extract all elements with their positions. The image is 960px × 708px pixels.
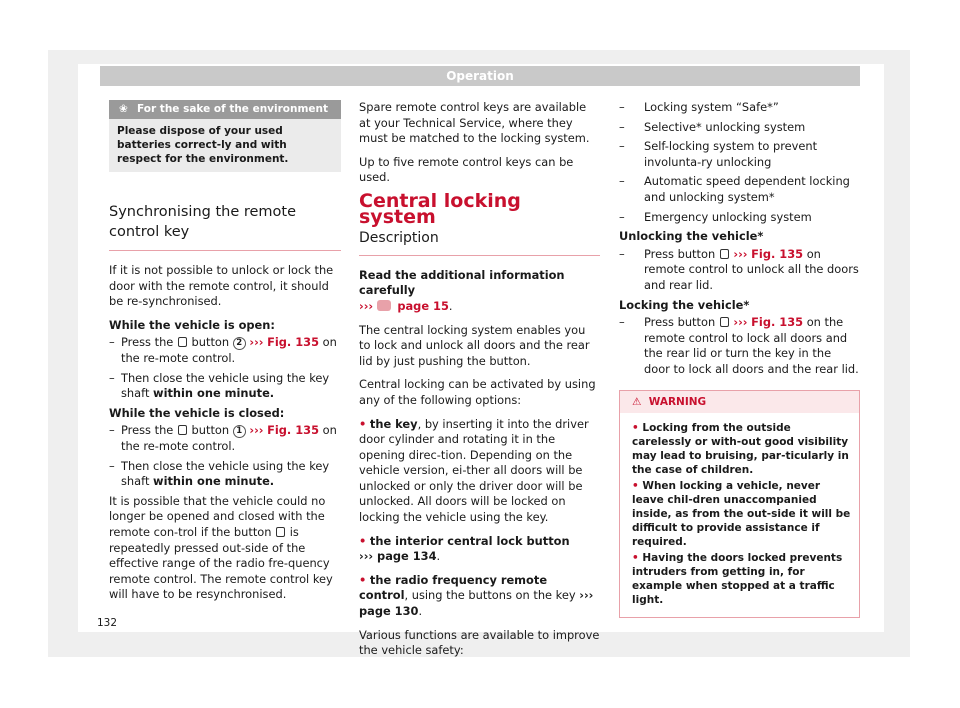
page-link[interactable]: page 15 (397, 298, 449, 313)
lock-button-icon (178, 425, 187, 435)
description-heading: Description (359, 231, 600, 256)
safety-functions-text: Various functions are available to improve the vehicle safety: (359, 627, 600, 658)
warning-box (619, 390, 860, 618)
sync-heading: Synchronising the remote control key (109, 202, 341, 251)
warning-item: • Having the doors locked prevents intruders from getting in, for example when stopped at a traffic light. (632, 551, 843, 606)
option-interior-button: • the interior central lock button ››› page 134. (359, 533, 570, 564)
closed-label: While the vehicle is closed: (109, 405, 285, 420)
figure-link[interactable]: Fig. 135 (267, 423, 320, 438)
list-item: – Press button ››› Fig. 135 on the remote control to lock all doors and the rear lid or turn the key in the door to lock all doors and the rear lid. (619, 315, 860, 377)
list-item: – Then close the vehicle using the key shaft within one minute. (109, 371, 341, 402)
lock-button-icon (720, 317, 729, 327)
list-item: – Then close the vehicle using the key shaft within one minute. (109, 459, 341, 490)
page-link[interactable]: ››› page 130 (359, 588, 594, 619)
page-number: 132 (97, 617, 118, 629)
unlock-button-icon (178, 337, 187, 347)
column-3 (619, 100, 860, 618)
callout-badge: 2 (233, 337, 246, 350)
list-item: – Selective* unlocking system (619, 120, 860, 136)
list-item: – Press button ››› Fig. 135 on remote control to unlock all the doors and rear lid. (619, 247, 860, 294)
callout-badge: 1 (233, 425, 246, 438)
option-key: • the key, by inserting it into the driver door cylinder and rotating it in the opening direc-tion. Depending on the vehicle version, ei-ther all doors will be unlocked or only the driver door will be unlocked. All doors will be locked on locking the vehicle using the key. (359, 416, 589, 525)
safety-functions-list (619, 100, 860, 225)
document-icon (377, 300, 391, 311)
figure-link[interactable]: Fig. 135 (751, 315, 804, 330)
central-locking-heading: Central locking system (359, 189, 521, 228)
warning-item: • Locking from the outside carelessly or with-out good visibility may lead to bruising, par-ticularly in the case of children. (632, 421, 849, 476)
key-limit-text: Up to five remote control keys can be used. (359, 154, 574, 185)
list-item: – Emergency unlocking system (619, 210, 860, 226)
environment-note-title: For the sake of the environment (137, 103, 329, 115)
column-1 (109, 100, 341, 611)
central-locking-text: The central locking system enables you to lock and unlock all doors and the rear lid by just pushing the button. (359, 322, 590, 368)
environment-note-body: Please dispose of your used batteries correct-ly and with respect for the environment. (117, 125, 289, 165)
list-item: – Locking system “Safe*” (619, 100, 860, 116)
sync-outro: It is possible that the vehicle could no longer be opened and closed with the remote con-trol if the button is repeatedly pressed out-side of the effective range of the radio fre-quency remote control. The remote control key will have to be resynchronised. (109, 493, 333, 602)
read-more-note: Read the additional information carefully ››› page 15. (359, 267, 565, 313)
unlock-button-icon (720, 249, 729, 259)
page-link[interactable]: ››› page 134 (359, 549, 437, 564)
open-steps (109, 335, 341, 401)
section-header: Operation (100, 66, 860, 86)
list-item: – Automatic speed dependent locking and unlocking system* (619, 174, 860, 205)
environment-note (109, 100, 341, 172)
figure-link[interactable]: Fig. 135 (267, 335, 320, 350)
list-item: – Press the button 2 ››› Fig. 135 on the re-mote control. (109, 335, 341, 366)
warning-title: WARNING (648, 395, 707, 408)
lock-label: Locking the vehicle* (619, 297, 750, 312)
option-remote: • the radio frequency remote control, using the buttons on the key ››› page 130. (359, 572, 594, 619)
warning-icon: ⚠ (632, 395, 642, 408)
sync-intro: If it is not possible to unlock or lock the door with the remote control, it should be re-synchronised. (109, 263, 334, 309)
activation-text: Central locking can be activated by using any of the following options: (359, 377, 596, 407)
figure-link[interactable]: Fig. 135 (751, 246, 804, 261)
open-label: While the vehicle is open: (109, 317, 275, 332)
warning-item: • When locking a vehicle, never leave chil-dren unaccompanied inside, as from the out-side it will be difficult to provide assistance if required. (632, 479, 851, 548)
list-item: – Self-locking system to prevent involunta-ry unlocking (619, 139, 860, 170)
closed-steps (109, 423, 341, 489)
flower-icon: ❀ (119, 103, 128, 115)
unlock-label: Unlocking the vehicle* (619, 229, 764, 244)
list-item: – Press the button 1 ››› Fig. 135 on the re-mote control. (109, 423, 341, 454)
spare-keys-text: Spare remote control keys are available at your Technical Service, where they must be matched to the locking system. (359, 100, 590, 146)
column-2 (359, 100, 600, 667)
lock-button-icon (276, 527, 285, 537)
